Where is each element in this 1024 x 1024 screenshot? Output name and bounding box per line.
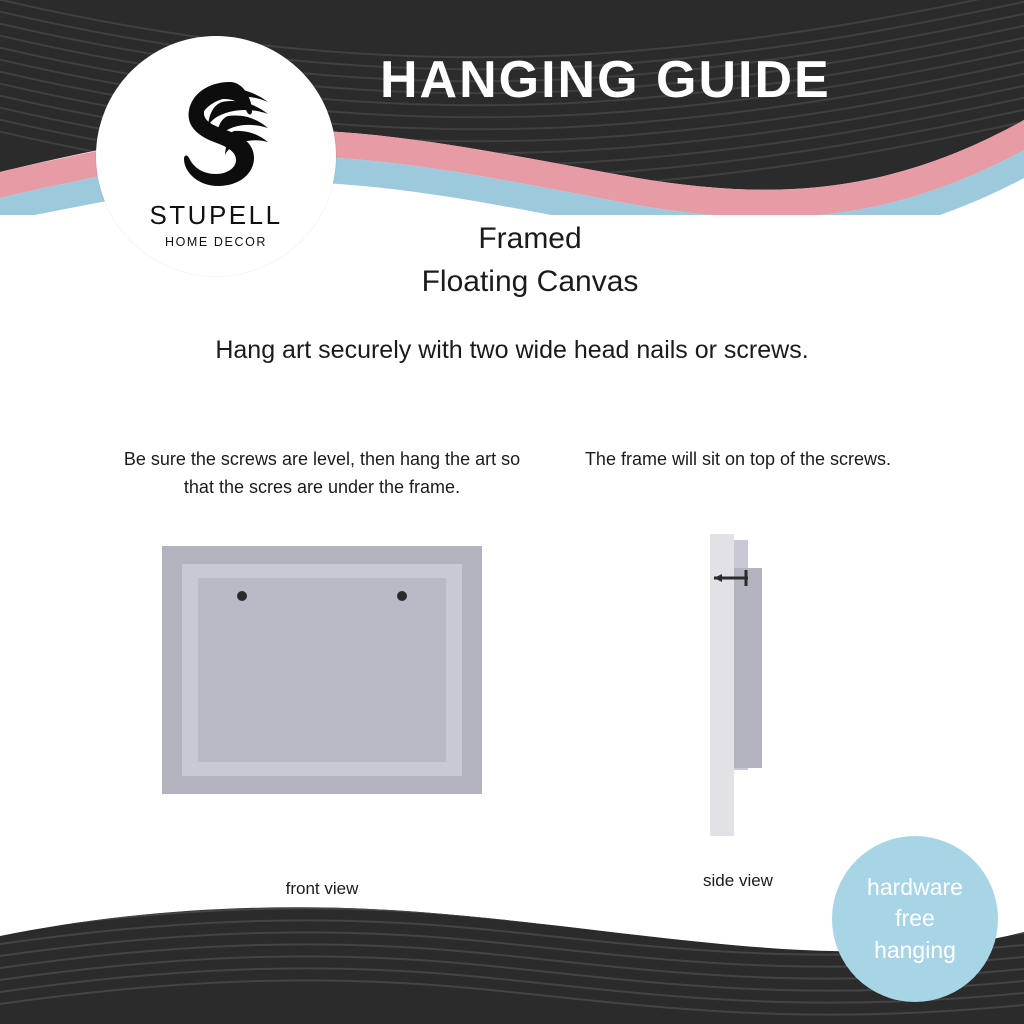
side-view-column xyxy=(578,446,898,891)
logo-brand-name: STUPELL xyxy=(149,200,283,230)
swan-swoosh-logo-icon xyxy=(156,76,276,194)
page-title: HANGING GUIDE xyxy=(380,51,831,109)
badge-line-3: hanging xyxy=(874,936,956,963)
front-diagram-graphic xyxy=(120,536,524,856)
badge-line-1: hardware xyxy=(867,874,963,901)
brand-logo-badge xyxy=(96,36,336,276)
lead-instruction: Hang art securely with two wide head nails or screws. xyxy=(215,336,809,364)
front-view-caption: Be sure the screws are level, then hang the art so that the scres are under the frame. xyxy=(123,449,521,497)
side-diagram-graphic xyxy=(578,530,898,850)
hardware-free-badge xyxy=(832,836,998,1002)
product-type xyxy=(330,218,730,303)
logo-tagline: HOME DECOR xyxy=(164,235,268,249)
product-type-line1: Framed xyxy=(478,222,582,255)
framed-canvas-front-diagram xyxy=(120,536,524,861)
screw-left-icon xyxy=(237,591,247,601)
front-view-column xyxy=(120,446,524,899)
side-view-caption: The frame will sit on top of the screws. xyxy=(584,449,892,469)
hardware-free-badge-text xyxy=(867,872,963,965)
badge-line-2: free xyxy=(895,905,935,932)
screw-right-icon xyxy=(397,591,407,601)
product-type-line2: Floating Canvas xyxy=(421,264,639,298)
front-view-label: front view xyxy=(285,878,359,898)
framed-canvas-side-diagram xyxy=(578,530,898,855)
side-view-label: side view xyxy=(703,870,773,890)
